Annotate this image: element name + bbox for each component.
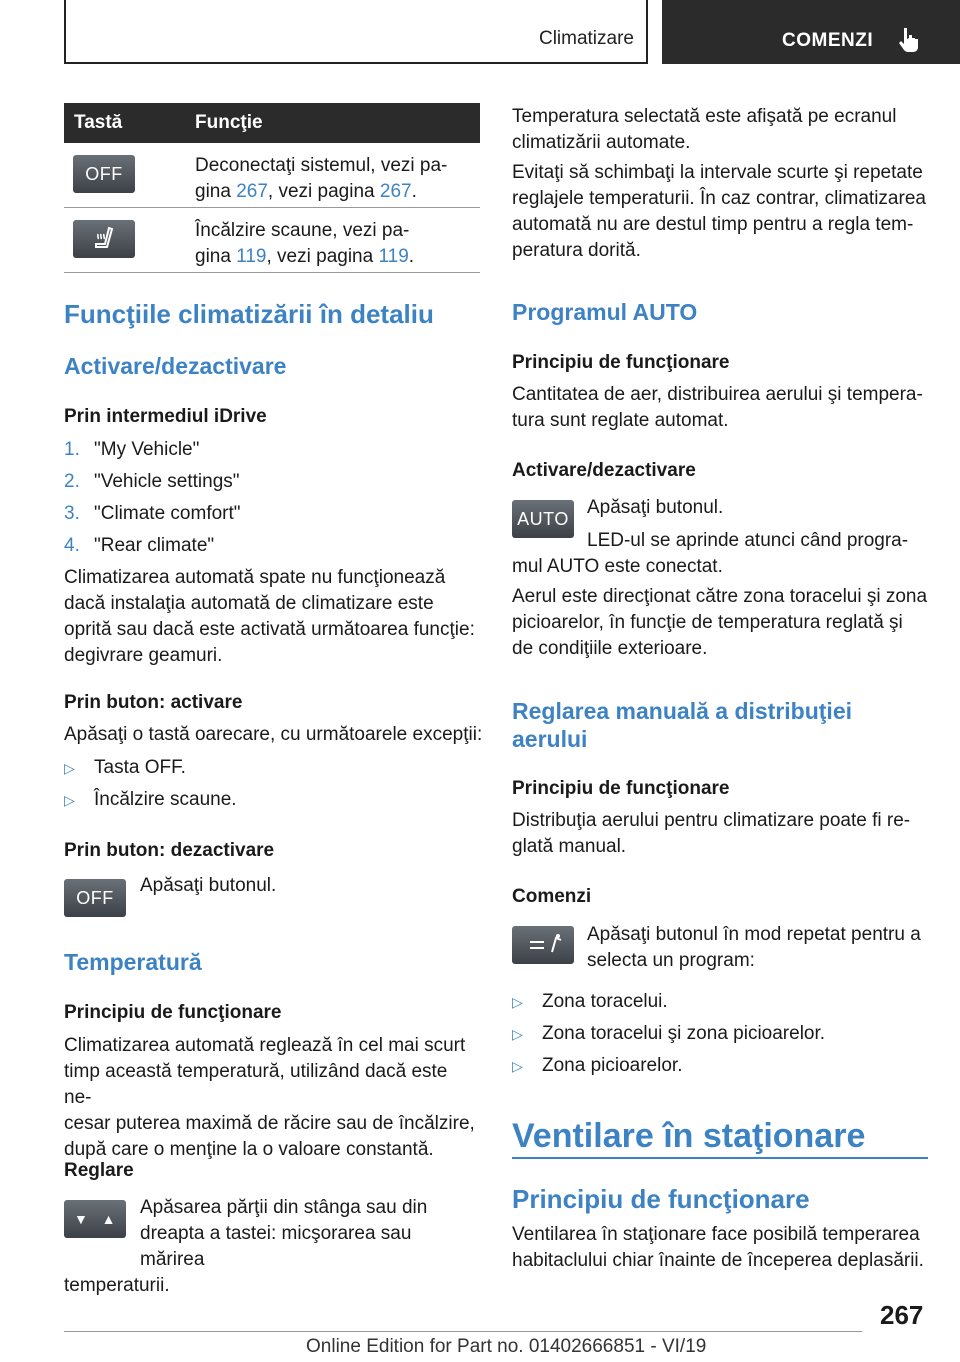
list-item xyxy=(512,1053,825,1085)
heading-auto: Programul AUTO xyxy=(512,299,698,325)
button-on-title: Prin buton: activare xyxy=(64,692,243,713)
chapter-tab[interactable] xyxy=(662,0,960,64)
off-key: OFF xyxy=(64,879,126,917)
temp-warning-text xyxy=(512,160,928,264)
text-line: temperaturii. xyxy=(64,1275,170,1296)
air-distribution-key xyxy=(512,926,574,964)
idrive-title: Prin intermediul iDrive xyxy=(64,406,267,427)
table-row xyxy=(64,208,480,273)
auto-press-text: Apăsaţi butonul. xyxy=(587,497,724,518)
parking-text xyxy=(512,1222,932,1274)
table-header xyxy=(64,103,480,143)
text-line: selecta un program: xyxy=(587,950,755,971)
step-text: "Rear climate" xyxy=(94,535,215,556)
text-line: de condiţiile exterioare. xyxy=(512,638,708,659)
text-line: Temperatura selectată este afişată pe ecranul xyxy=(512,106,897,127)
row-text: . xyxy=(411,181,417,202)
item-text: Zona toracelui. xyxy=(542,991,668,1012)
air-distribution-icon xyxy=(518,930,568,960)
text-line: Evitaţi să schimbaţi la intervale scurte şi repetate xyxy=(512,162,923,183)
item-text: Zona picioarelor. xyxy=(542,1055,683,1076)
auto-led-text xyxy=(512,528,928,580)
heading-line: aerului xyxy=(512,726,588,752)
item-text: Tasta OFF. xyxy=(94,757,186,778)
heading-parking-principle: Principiu de funcţionare xyxy=(512,1184,810,1214)
button-on-text: Apăsaţi o tastă oarecare, cu următoarele excepţii: xyxy=(64,724,483,745)
list-item xyxy=(64,787,237,819)
text-line: degivrare geamuri. xyxy=(64,645,223,666)
text-line: habitaclului chiar înainte de începerea deplasării. xyxy=(512,1250,924,1271)
bullet-triangle-icon: ▷ xyxy=(512,1058,523,1074)
row-text: gina xyxy=(195,181,237,202)
page-link[interactable]: 267 xyxy=(379,181,412,202)
page-link[interactable]: 119 xyxy=(236,246,267,267)
auto-principle-title: Principiu de funcţionare xyxy=(512,352,730,373)
auto-key: AUTO xyxy=(512,500,574,538)
idrive-note xyxy=(64,565,480,669)
section-title: Climatizare xyxy=(538,28,634,49)
list-item xyxy=(64,501,241,533)
row-description xyxy=(195,153,475,205)
heading-temperature: Temperatură xyxy=(64,949,202,975)
text-line: Cantitatea de aer, distribuirea aerului şi tempera- xyxy=(512,384,923,405)
adjust-text xyxy=(64,1195,480,1299)
bullet-triangle-icon: ▷ xyxy=(64,760,75,776)
page-link[interactable]: 267 xyxy=(236,181,268,202)
heading-line: Reglarea manuală a distribuţiei xyxy=(512,698,853,724)
list-item xyxy=(64,437,241,469)
step-text: "My Vehicle" xyxy=(94,439,200,460)
manual-principle xyxy=(512,808,928,860)
step-text: "Vehicle settings" xyxy=(94,471,240,492)
row-text: , vezi pagina xyxy=(266,246,379,267)
row-text: Deconectaţi sistemul, vezi pa- xyxy=(195,155,448,176)
key-function-table xyxy=(64,103,480,273)
section-divider xyxy=(512,1157,928,1159)
heading-activation: Activare/dezactivare xyxy=(64,353,287,379)
step-text: "Climate comfort" xyxy=(94,503,241,524)
row-text: Încălzire scaune, vezi pa- xyxy=(195,220,410,241)
bullet-triangle-icon: ▷ xyxy=(64,792,75,808)
list-item xyxy=(64,533,241,565)
heading-details: Funcţiile climatizării în detaliu xyxy=(64,299,434,329)
row-text: , vezi pagina xyxy=(267,181,380,202)
text-line: Ventilarea în staţionare face posibilă temperarea xyxy=(512,1224,920,1245)
text-line: picioarelor, în funcţie de temperatura reglată şi xyxy=(512,612,903,633)
row-text: . xyxy=(408,246,415,267)
step-number: 1. xyxy=(64,439,80,460)
seat-heating-icon xyxy=(89,224,119,254)
seat-heating-key xyxy=(73,220,135,258)
text-line: Apăsarea părţii din stânga sau din xyxy=(140,1197,428,1218)
bullet-triangle-icon: ▷ xyxy=(512,1026,523,1042)
temp-principle-title: Principiu de funcţionare xyxy=(64,1002,282,1023)
text-line: cesar puterea maximă de răcire sau de încălzire, xyxy=(64,1113,475,1134)
step-number: 3. xyxy=(64,503,80,524)
list-item xyxy=(512,989,825,1021)
text-line: după care o menţine la o valoare constantă. xyxy=(64,1139,434,1160)
temp-display-text xyxy=(512,104,928,156)
adjust-title: Reglare xyxy=(64,1160,134,1181)
bullet-triangle-icon: ▷ xyxy=(512,994,523,1010)
list-item xyxy=(64,469,241,501)
auto-air-text xyxy=(512,584,932,662)
list-item xyxy=(64,755,237,787)
step-number: 2. xyxy=(64,471,80,492)
programs-list xyxy=(512,989,825,1085)
text-line: LED-ul se aprinde atunci când progra- xyxy=(587,530,909,551)
item-text: Încălzire scaune. xyxy=(94,789,237,810)
text-line: dacă instalaţia automată de climatizare este xyxy=(64,593,434,614)
text-line: Climatizarea automată reglează în cel mai scurt xyxy=(64,1035,466,1056)
arrow-down-icon: ▼ xyxy=(74,1211,89,1227)
text-line: dreapta a tastei: micşorarea sau mărirea xyxy=(140,1223,412,1270)
column-function: Funcţie xyxy=(195,112,263,133)
heading-parking-ventilation: Ventilare în staţionare xyxy=(512,1117,866,1155)
off-text: Apăsaţi butonul. xyxy=(140,875,277,896)
text-line: reglajele temperaturii. În caz contrar, climatizarea xyxy=(512,188,926,209)
text-line: tura sunt reglate automat. xyxy=(512,410,729,431)
item-text: Zona toracelui şi zona picioarelor. xyxy=(542,1023,826,1044)
table-row xyxy=(64,143,480,208)
chapter-title: COMENZI xyxy=(782,30,874,51)
text-line: mul AUTO este conectat. xyxy=(512,556,723,577)
text-line: Distribuţia aerului pentru climatizare poate fi re- xyxy=(512,810,911,831)
idrive-steps xyxy=(64,437,241,565)
text-line: oprită sau dacă este activată următoarea funcţie: xyxy=(64,619,475,640)
controls-title: Comenzi xyxy=(512,886,592,907)
button-off-title: Prin buton: dezactivare xyxy=(64,840,275,861)
text-line: automată nu are destul timp pentru a regla tem- xyxy=(512,214,914,235)
header-section-box xyxy=(64,0,648,64)
heading-manual-distribution xyxy=(512,697,928,753)
hand-pointer-icon xyxy=(898,26,922,54)
temp-principle xyxy=(64,1033,480,1163)
text-line: climatizării automate. xyxy=(512,132,691,153)
text-line: timp această temperatură, utilizând dacă este ne- xyxy=(64,1061,448,1108)
text-line: Aerul este direcţionat către zona toracelui şi zona xyxy=(512,586,928,607)
row-text: gina xyxy=(195,246,237,267)
manual-principle-title: Principiu de funcţionare xyxy=(512,778,730,799)
controls-text xyxy=(587,922,932,974)
edition-text: Online Edition for Part no. 01402666851 - VI/19 xyxy=(306,1336,707,1357)
exceptions-list xyxy=(64,755,237,819)
step-number: 4. xyxy=(64,535,80,556)
footer-divider xyxy=(64,1331,862,1332)
text-line: Apăsaţi butonul în mod repetat pentru a xyxy=(587,924,921,945)
auto-principle xyxy=(512,382,928,434)
text-line: Climatizarea automată spate nu funcţionează xyxy=(64,567,446,588)
text-line: peratura dorită. xyxy=(512,240,641,261)
arrow-up-icon: ▲ xyxy=(101,1211,116,1227)
text-line: glată manual. xyxy=(512,836,627,857)
off-key: OFF xyxy=(73,155,135,193)
auto-activation-title: Activare/dezactivare xyxy=(512,460,696,481)
page-number: 267 xyxy=(880,1300,924,1330)
column-key: Tastă xyxy=(74,112,123,133)
page-link[interactable]: 119 xyxy=(378,246,409,267)
list-item xyxy=(512,1021,825,1053)
row-description xyxy=(195,218,475,270)
